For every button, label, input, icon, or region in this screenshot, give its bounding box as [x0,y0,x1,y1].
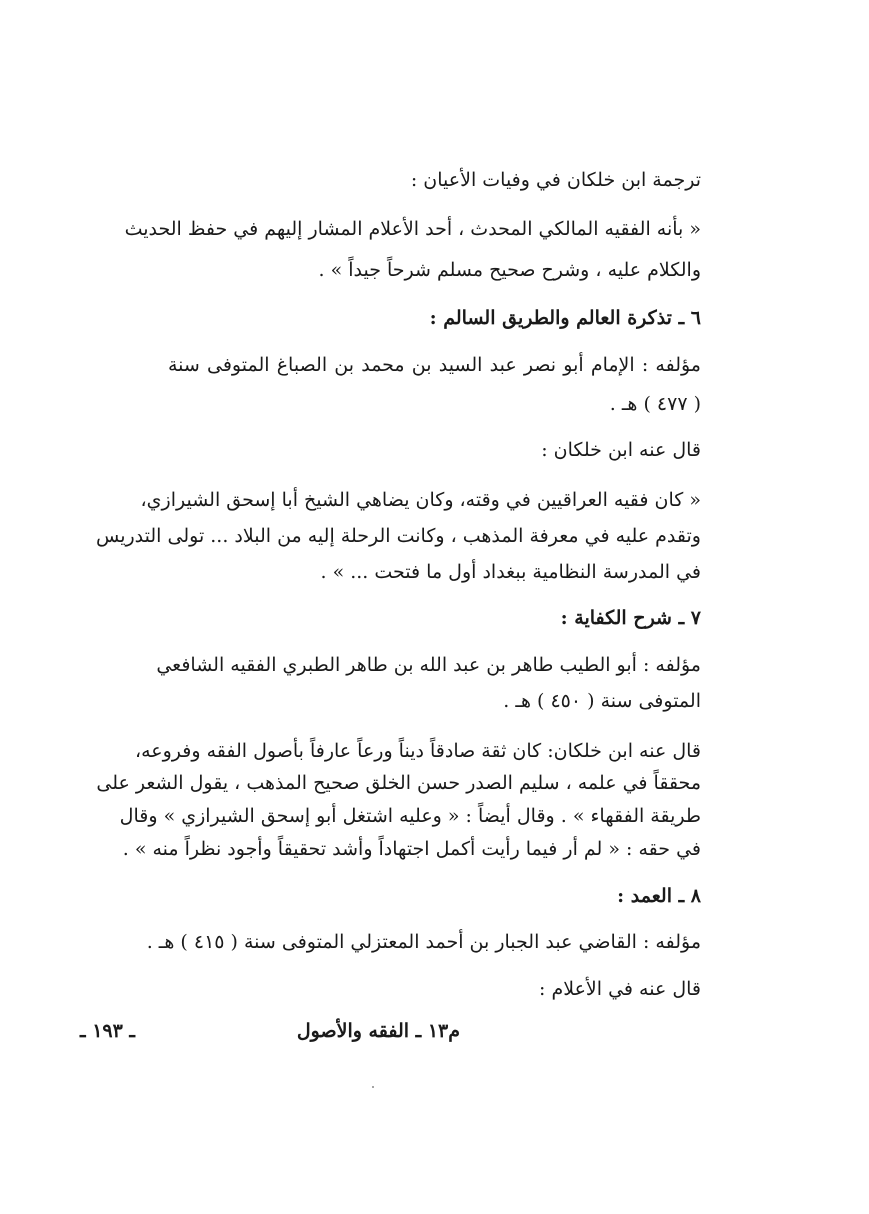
section-7-description-line-3: طريقة الفقهاء » . وقال أيضاً : « وعليه اشتغل أبو إسحق الشيرازي » وقال [119,805,701,827]
section-8-alam-label: قال عنه في الأعلام : [539,978,701,1000]
section-7-author-line-2: المتوفى سنة ( ٤٥٠ ) هـ . [503,690,701,712]
section-6-quote-line-2: وتقدم عليه في معرفة المذهب ، وكانت الرحلة إليه من البلاد ... تولى التدريس [96,525,701,547]
section-6-author-line-1: مؤلفه : الإمام أبو نصر عبد السيد بن محمد بن الصباغ المتوفى سنة [168,354,701,376]
section-8-author-line: مؤلفه : القاضي عبد الجبار بن أحمد المعتزلي المتوفى سنة ( ٤١٥ ) هـ . [146,931,701,953]
section-7-description-line-4: في حقه : « لم أر فيما رأيت أكمل اجتهاداً وأشد تحقيقاً وأجود نظراً منه » . [122,838,701,860]
ibn-khallikan-wafayat-intro: ترجمة ابن خلكان في وفيات الأعيان : [410,169,701,191]
scan-speck [372,1086,374,1088]
section-7-heading: ٧ ـ شرح الكفاية : [560,607,701,629]
page-footer [80,1020,460,1050]
section-6-quote-line-3: في المدرسة النظامية ببغداد أول ما فتحت ... » . [320,561,701,583]
section-7-description-line-1: قال عنه ابن خلكان: كان ثقة صادقاً ديناً ورعاً عارفاً بأصول الفقه وفروعه، [134,740,701,762]
section-6-heading: ٦ ـ تذكرة العالم والطريق السالم : [429,307,701,329]
section-6-ibn-khallikan-label: قال عنه ابن خلكان : [541,439,701,461]
page-number: ـ ١٩٣ ـ [80,1020,135,1042]
quote-line-1: « بأنه الفقيه المالكي المحدث ، أحد الأعلام المشار إليهم في حفظ الحديث [124,218,701,240]
signature-mark: م١٣ ـ الفقه والأصول [296,1020,460,1042]
section-7-description-line-2: محققاً في علمه ، سليم الصدر حسن الخلق صحيح المذهب ، يقول الشعر على [96,772,701,794]
quote-line-2: والكلام عليه ، وشرح صحيح مسلم شرحاً جيداً » . [318,259,701,281]
section-7-author-line-1: مؤلفه : أبو الطيب طاهر بن عبد الله بن طاهر الطبري الفقيه الشافعي [156,654,701,676]
section-6-author-line-2: ( ٤٧٧ ) هـ . [609,393,701,415]
section-6-quote-line-1: « كان فقيه العراقيين في وقته، وكان يضاهي الشيخ أبا إسحق الشيرازي، [140,489,701,511]
section-8-heading: ٨ ـ العمد : [617,885,701,907]
